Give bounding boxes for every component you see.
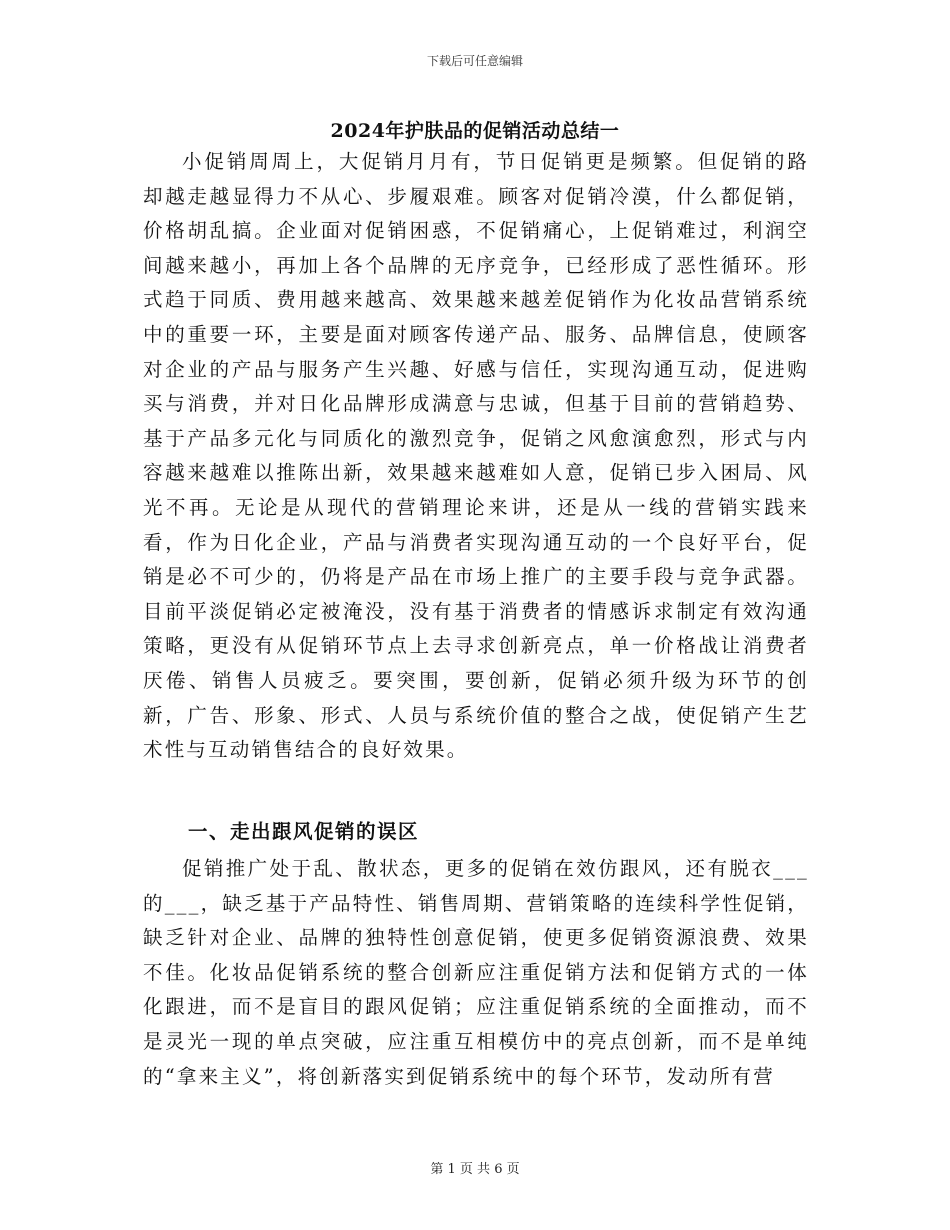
page-header-note: 下载后可任意编辑 xyxy=(426,54,523,68)
section-heading-1: 一、走出跟风促销的误区 xyxy=(188,820,420,843)
body-paragraph-section-1: 促销推广处于乱、散状态，更多的促销在效仿跟风，还有脱衣___的___，缺乏基于产品特性、销售周期、营销策略的连续科学性促销，缺乏针对企业、品牌的独特性创意促销，使更多促销资源浪费、效果不佳。化妆品促销系统的整合创新应注重促销方法和促销方式的一体化跟进，而不是盲目的跟风促销；应注重促销系统的全面推动，而不是灵光一现的单点突破，应注重互相模仿中的亮点创新，而不是单纯的“拿来主义”，将创新落实到促销系统中的每个环节，发动所有营 xyxy=(143,857,809,1088)
body-paragraph-intro: 小促销周周上，大促销月月有，节日促销更是频繁。但促销的路却越走越显得力不从心、步履艰难。顾客对促销冷漠，什么都促销，价格胡乱搞。企业面对促销困惑，不促销痛心，上促销难过，利润空间越来越小，再加上各个品牌的无序竞争，已经形成了恶性循环。形式趋于同质、费用越来越高、效果越来越差促销作为化妆品营销系统中的重要一环，主要是面对顾客传递产品、服务、品牌信息，使顾客对企业的产品与服务产生兴趣、好感与信任，实现沟通互动，促进购买与消费，并对日化品牌形成满意与忠诚，但基于目前的营销趋势、基于产品多元化与同质化的激烈竞争，促销之风愈演愈烈，形式与内容越来越难以推陈出新，效果越来越难如人意，促销已步入困局、风光不再。无论是从现代的营销理论来讲，还是从一线的营销实践来看，作为日化企业，产品与消费者实现沟通互动的一个良好平台，促销是必不可少的，仍将是产品在市场上推广的主要手段与竞争武器。目前平淡促销必定被淹没，没有基于消费者的情感诉求制定有效沟通策略，更没有从促销环节点上去寻求创新亮点，单一价格战让消费者厌倦、销售人员疲乏。要突围，要创新，促销必须升级为环节的创新，广告、形象、形式、人员与系统价值的整合之战，使促销产生艺术性与互动销售结合的良好效果。 xyxy=(143,150,809,762)
page-number-footer: 第 1 页 共 6 页 xyxy=(430,1162,520,1177)
document-title: 2024年护肤品的促销活动总结一 xyxy=(330,120,620,142)
